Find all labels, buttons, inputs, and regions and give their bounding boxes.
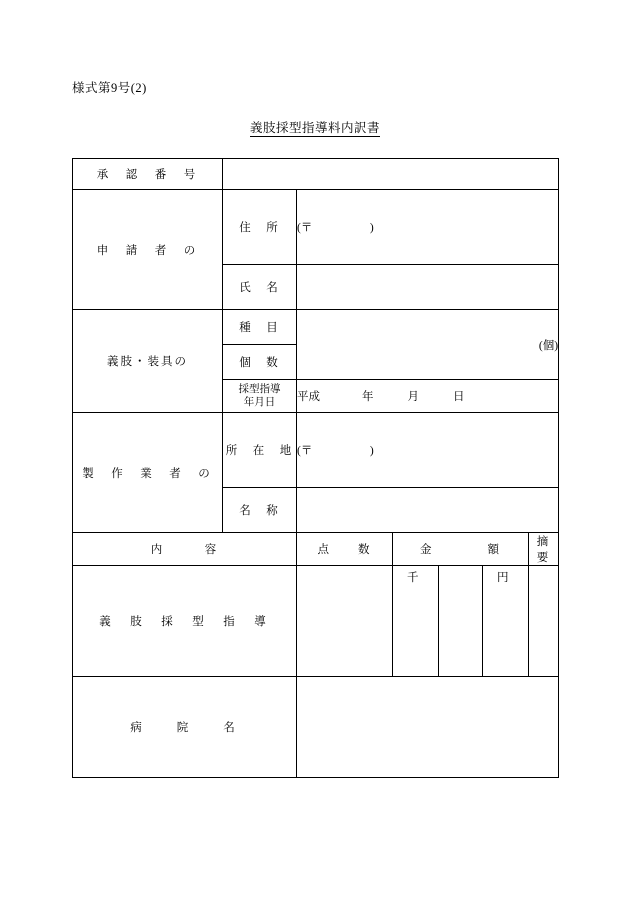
amount-yen-label: 円 bbox=[497, 572, 509, 584]
prosthesis-label: 義肢・装具の bbox=[73, 310, 223, 413]
location-label: 所 在 地 bbox=[223, 413, 297, 488]
detail-points-value[interactable] bbox=[297, 566, 393, 677]
page-title bbox=[0, 118, 630, 136]
applicant-address-value[interactable] bbox=[297, 190, 559, 265]
year-label: 年 bbox=[362, 391, 374, 403]
form-number: 様式第9号(2) bbox=[72, 81, 147, 95]
amount-thousand-unit-cell bbox=[393, 566, 439, 584]
molding-date-label-line2: 年月日 bbox=[243, 397, 276, 408]
detail-header-points: 点 数 bbox=[297, 533, 393, 566]
table-row-detail-header bbox=[73, 533, 559, 566]
detail-header-remarks: 摘 要 bbox=[529, 533, 559, 566]
count-label: 個 数 bbox=[223, 345, 297, 380]
month-label: 月 bbox=[407, 391, 419, 403]
table-row-approval-number bbox=[73, 159, 559, 190]
approval-number-label: 承 認 番 号 bbox=[73, 159, 223, 190]
prosthesis-molding-form-table bbox=[72, 158, 578, 778]
amount-yen-unit-cell bbox=[483, 566, 529, 584]
table-row-amount-units bbox=[73, 566, 559, 567]
table-row-maker-location bbox=[73, 413, 559, 488]
maker-location-value[interactable] bbox=[297, 413, 559, 488]
table-row-prosthesis-kind bbox=[73, 310, 559, 345]
era-label: 平成 bbox=[297, 391, 320, 403]
applicant-name-value[interactable] bbox=[297, 265, 559, 310]
molding-date-value[interactable] bbox=[297, 380, 559, 413]
address-label: 住 所 bbox=[223, 190, 297, 265]
table-row-applicant-address bbox=[73, 190, 559, 265]
molding-date-label-line1: 採型指導 bbox=[238, 383, 281, 395]
prosthesis-kind-count-value[interactable] bbox=[297, 310, 559, 380]
hospital-name-label: 病 院 名 bbox=[73, 677, 297, 778]
approval-number-value[interactable] bbox=[223, 159, 559, 190]
detail-remarks-value[interactable] bbox=[529, 566, 559, 677]
maker-postal-code-mark: (〒 ) bbox=[297, 445, 374, 457]
maker-name-value[interactable] bbox=[297, 488, 559, 533]
maker-label: 製 作 業 者 の bbox=[73, 413, 223, 533]
detail-header-amount: 金 額 bbox=[393, 533, 529, 566]
detail-row-label: 義 肢 採 型 指 導 bbox=[73, 566, 297, 677]
applicant-label: 申 請 者 の bbox=[73, 190, 223, 310]
applicant-name-label: 氏 名 bbox=[223, 265, 297, 310]
page-title-text: 義肢採型指導料内訳書 bbox=[249, 121, 380, 135]
count-unit-label: (個) bbox=[538, 339, 559, 352]
table-row-hospital-name bbox=[73, 677, 559, 778]
hospital-name-value[interactable] bbox=[297, 677, 559, 778]
kind-label: 種 目 bbox=[223, 310, 297, 345]
day-label: 日 bbox=[453, 391, 465, 403]
detail-header-content: 内 容 bbox=[73, 533, 297, 566]
molding-date-label bbox=[223, 380, 297, 413]
maker-name-label: 名 称 bbox=[223, 488, 297, 533]
postal-code-mark: (〒 ) bbox=[297, 222, 374, 234]
amount-middle-value[interactable] bbox=[439, 566, 483, 677]
amount-thousand-label: 千 bbox=[407, 572, 419, 584]
